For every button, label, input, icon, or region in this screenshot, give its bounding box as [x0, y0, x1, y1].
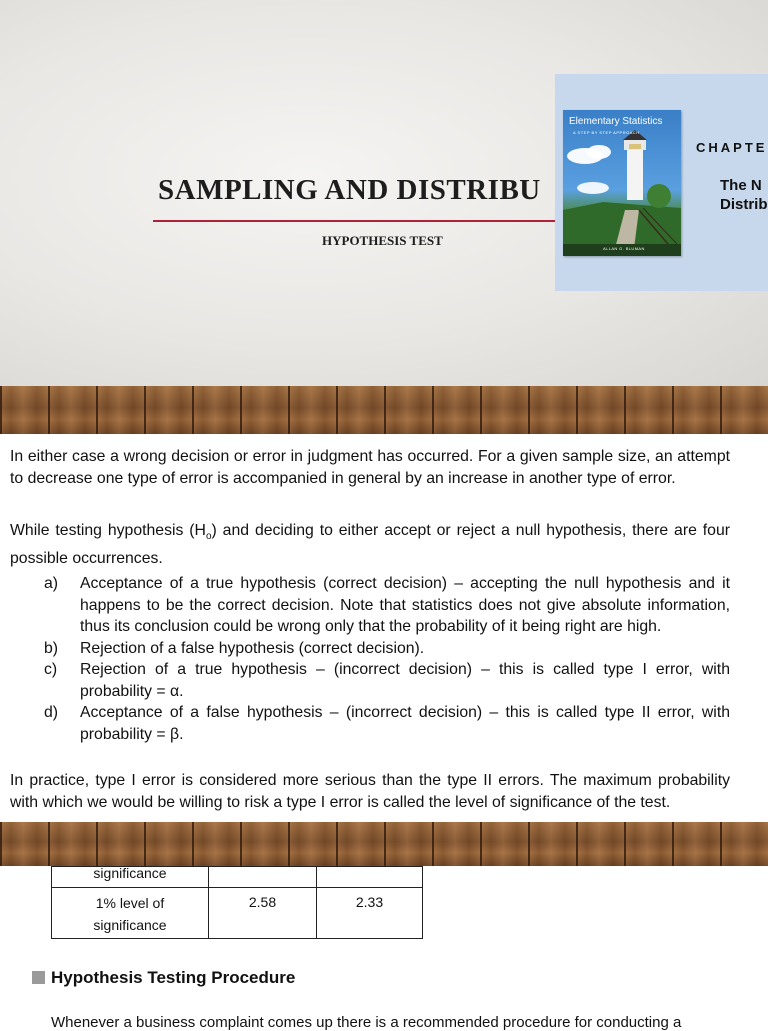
table-cell: significance — [52, 867, 209, 888]
document-page-2 — [26, 865, 704, 1031]
list-marker: b) — [44, 639, 59, 657]
table-cell — [317, 867, 423, 888]
slide-title: SAMPLING AND DISTRIBU — [158, 174, 541, 206]
list-item-text: Acceptance of a true hypothesis (correct decision) – accepting the null hypothesis and it happens to be the correct decision. Note that statistics does not give absolute information, thus its conclusion could be wrong only that the probability of it being right are high. — [80, 575, 730, 635]
null-subscript: o — [205, 531, 212, 543]
paragraph-significance: In practice, type I error is considered more serious than the type II errors. The maximum probability with which we would be willing to risk a type I error is called the level of significance of the test. — [10, 772, 730, 811]
critical-values-table — [51, 866, 423, 939]
chapter-name-line1: The N — [720, 177, 762, 194]
list-item — [10, 573, 730, 638]
para2-text-before: While testing hypothesis (H — [10, 522, 206, 539]
slide-area — [0, 0, 768, 388]
wood-band-top — [0, 386, 768, 434]
book-subtitle: A STEP BY STEP APPROACH — [573, 130, 640, 135]
chapter-name-line2: Distrib — [720, 196, 768, 213]
table-cell: 1% level of significance — [52, 888, 209, 939]
book-cover-image — [563, 110, 681, 256]
copyright-note — [600, 270, 601, 274]
occurrence-list — [10, 573, 730, 745]
chapter-label: CHAPTE — [696, 140, 768, 155]
list-item — [10, 702, 730, 745]
title-divider — [153, 220, 573, 222]
document-page — [0, 434, 768, 822]
list-marker: c) — [44, 661, 58, 678]
section-heading: Hypothesis Testing Procedure — [32, 968, 295, 988]
book-cover-panel — [555, 74, 768, 291]
table-cell — [209, 867, 317, 888]
paragraph-error-intro: In either case a wrong decision or error in judgment has occurred. For a given sample size, an attempt to decrease one type of error is accompanied in general by an increase in another type of error. — [10, 448, 730, 487]
table-row — [52, 888, 423, 939]
para2-text-after: ) and deciding to either accept or reject a null hypothesis, there are four possible occurrences. — [10, 522, 730, 567]
list-marker: d) — [44, 704, 59, 721]
list-item-text: Rejection of a true hypothesis – (incorrect decision) – this is called type I error, with probability = α. — [80, 661, 730, 700]
truncated-paragraph: Whenever a business complaint comes up there is a recommended procedure for conducting a — [51, 1014, 682, 1031]
slide-subtitle: HYPOTHESIS TEST — [322, 233, 443, 248]
list-item-text: Rejection of a false hypothesis (correct decision). — [80, 639, 425, 657]
chapter-name — [720, 176, 768, 214]
table-row — [52, 867, 423, 888]
wood-band-bottom — [0, 822, 768, 866]
table-cell: 2.58 — [209, 888, 317, 939]
book-author: ALLAN G. BLUMAN — [603, 246, 645, 251]
list-item — [10, 659, 730, 702]
list-marker: a) — [44, 575, 59, 592]
book-title: Elementary Statistics — [569, 116, 663, 127]
square-bullet-icon — [32, 971, 45, 984]
paragraph-occurrences — [10, 520, 730, 569]
table-cell: 2.33 — [317, 888, 423, 939]
list-item-text: Acceptance of a false hypothesis – (incorrect decision) – this is called type II error, with probability = β. — [80, 704, 730, 743]
list-item — [10, 638, 730, 660]
